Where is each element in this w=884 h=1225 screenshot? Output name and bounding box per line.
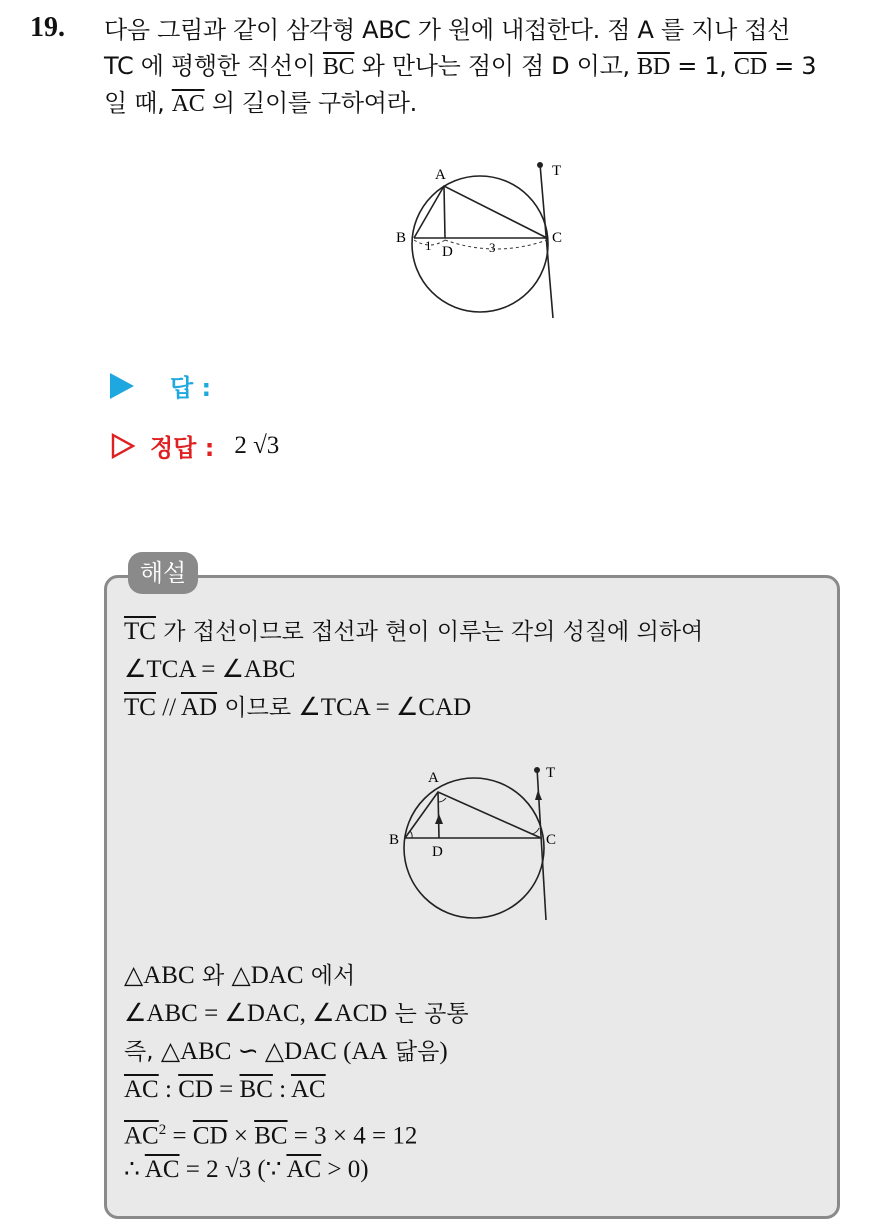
label-bd-length: 1 <box>425 238 432 253</box>
solution-line-2: ∠TCA = ∠ABC <box>124 656 296 683</box>
question-line-1: 다음 그림과 같이 삼각형 ABC 가 원에 내접한다. 점 A 를 지나 접선 <box>104 16 791 44</box>
outline-triangle-icon <box>110 433 136 459</box>
brace-dc <box>445 240 547 249</box>
solution-line-7: $\overline{AC}$ : $\overline{CD} = \overline{BC}$ : $\overline{AC}$ <box>124 1076 326 1103</box>
solution-line-6: 즉, △ABC ∽ △DAC (AA 닮음) <box>124 1038 448 1065</box>
question-line-3: 일 때, $\overline{AC}$ 의 길이를 구하여라. <box>104 89 417 117</box>
angle-mark-c <box>532 828 539 834</box>
circumcircle <box>404 778 544 918</box>
solution-figure <box>384 758 574 928</box>
triangle-abc <box>405 792 541 838</box>
point-t-dot <box>534 767 540 773</box>
circumcircle <box>412 176 548 312</box>
label-b: B <box>389 832 400 848</box>
answer-label: 답 : <box>170 374 212 402</box>
point-t-dot <box>537 162 543 168</box>
solution-line-3: $\overline{TC} // \overline{AD}$ 이므로 ∠TCA = ∠CAD <box>124 694 472 721</box>
solution-tag: 해설 <box>128 552 198 594</box>
parallel-arrow-ad <box>435 814 443 824</box>
label-a: A <box>435 167 446 183</box>
label-b: B <box>396 230 407 246</box>
label-t: T <box>546 765 556 781</box>
question-text <box>104 12 864 122</box>
correct-answer-label: 정답 : <box>150 434 215 462</box>
angle-mark-a <box>439 798 446 802</box>
play-icon <box>110 373 134 399</box>
angle-mark-b <box>410 831 412 838</box>
question-figure <box>390 152 580 327</box>
question-line-2: TC 에 평행한 직선이 $\overline{BC}$ 와 만나는 점이 점 D 이고, $\overline{BD} = 1$, $\overline{CD} = 3$ <box>104 52 817 80</box>
question-number: 19. <box>30 12 65 43</box>
correct-answer-row <box>110 428 279 463</box>
label-c: C <box>546 832 557 848</box>
parallel-arrow-tc <box>535 790 542 800</box>
solution-line-8: $\overline{AC}^2 = \overline{CD} \times \overline{BC} = 3 \times 4 = 12$ <box>124 1122 418 1150</box>
label-d: D <box>442 244 453 260</box>
solution-line-1: $\overline{TC}$ 가 접선이므로 접선과 현이 이루는 각의 성질에 의하여 <box>124 618 704 645</box>
label-cd-length: 3 <box>489 240 496 255</box>
correct-answer-value: 2 √3 <box>234 431 280 459</box>
solution-line-4: △ABC 와 △DAC 에서 <box>124 962 356 989</box>
solution-line-5: ∠ABC = ∠DAC, ∠ACD 는 공통 <box>124 1000 469 1027</box>
label-a: A <box>428 770 439 786</box>
label-t: T <box>552 163 562 179</box>
segment-ad <box>444 186 445 238</box>
label-d: D <box>432 844 443 860</box>
answer-row <box>110 368 211 403</box>
solution-line-9: ∴ $\overline{AC} = 2$ √3 (∵ $\overline{AC} > 0$) <box>124 1156 369 1183</box>
label-c: C <box>552 230 563 246</box>
